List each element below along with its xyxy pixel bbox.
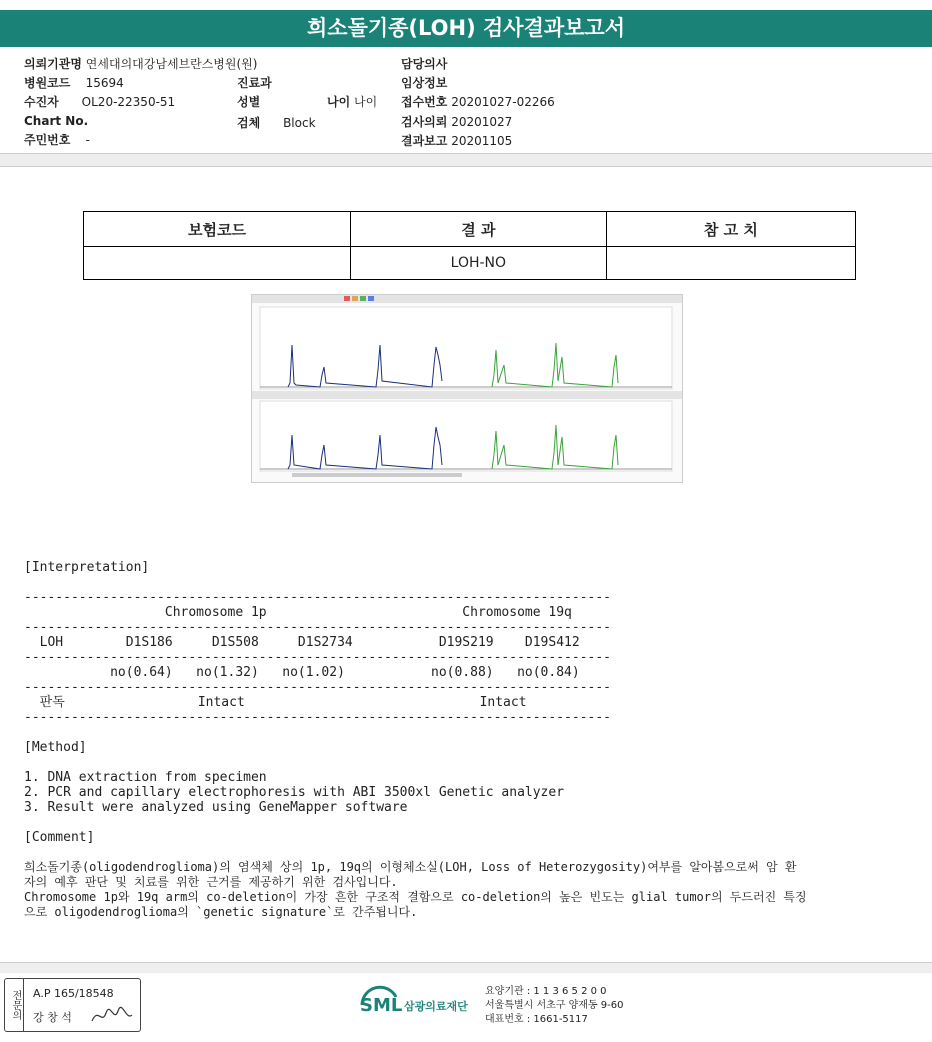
label: 결과보고 <box>401 134 448 148</box>
result-table <box>83 211 856 280</box>
comment-line: Chromosome 1p와 19q arm의 co-deletion이 가장 흔한 구조적 결함으로 co-deletion의 높은 빈도는 glial tumor의 두드러진 특징 <box>24 890 807 904</box>
value: 20201027 <box>451 115 513 129</box>
value: 연세대의대강남세브란스병원(원) <box>85 57 258 71</box>
method-heading: [Method] <box>24 740 87 755</box>
stamp-line2: 강 창 석 <box>33 1011 72 1024</box>
value: Block <box>283 116 316 130</box>
sml-logo <box>356 985 476 1025</box>
value: 20201105 <box>451 134 513 148</box>
specialist-stamp <box>4 978 141 1032</box>
info-line: 서울특별시 서초구 양재동 9-60 <box>485 1000 624 1011</box>
logo-mark: SML <box>360 995 403 1016</box>
signature-icon <box>90 1003 134 1027</box>
dash-line: --------------------------------------------------------------------------- <box>24 590 611 605</box>
comment-line: 희소돌기종(oligodendroglioma)의 염색체 상의 1p, 19q의 이형체소실(LOH, Loss of Heterozygosity)여부를 알아봄으로써 암 환 <box>24 860 797 874</box>
cell-reference <box>606 247 855 280</box>
method-line: 1. DNA extraction from specimen <box>24 770 267 785</box>
dash-line: --------------------------------------------------------------------------- <box>24 680 611 695</box>
info-line: 대표번호 : 1661-5117 <box>485 1014 588 1025</box>
age-value: 나이 <box>354 95 378 109</box>
label: 주민번호 <box>24 133 71 147</box>
interpretation-heading: [Interpretation] <box>24 560 150 575</box>
label: 진료과 <box>237 76 272 90</box>
dash-line: --------------------------------------------------------------------------- <box>24 650 611 665</box>
comment-heading: [Comment] <box>24 830 95 845</box>
age-label: 나이 <box>327 95 351 109</box>
label: Chart No. <box>24 114 89 128</box>
comment-line: 자의 예후 판단 및 치료를 위한 근거를 제공하기 위한 검사입니다. <box>24 875 398 889</box>
cell-insurance-code <box>84 247 351 280</box>
dash-line: --------------------------------------------------------------------------- <box>24 710 611 725</box>
label: 검사의뢰 <box>401 115 448 129</box>
judgement-row: 판독 Intact Intact <box>24 695 527 710</box>
col-result: 결 과 <box>350 212 606 247</box>
marker-row: LOH D1S186 D1S508 D1S2734 D19S219 D19S412 <box>24 635 580 650</box>
label: 수진자 <box>24 95 59 109</box>
comment-line: 으로 oligodendroglioma의 `genetic signature`로 간주됩니다. <box>24 905 418 919</box>
logo-name: 삼광의료재단 <box>404 1000 468 1013</box>
dash-line: --------------------------------------------------------------------------- <box>24 620 611 635</box>
header-age <box>327 93 377 112</box>
value: OL20-22350-51 <box>81 95 176 109</box>
label: 임상정보 <box>401 76 448 90</box>
col-reference: 참 고 치 <box>606 212 855 247</box>
method-line: 2. PCR and capillary electrophoresis with ABI 3500xl Genetic analyzer <box>24 785 565 800</box>
footer-info <box>485 985 624 1027</box>
header-right <box>401 55 555 151</box>
label: 담당의사 <box>401 57 448 71</box>
footer-divider <box>0 962 932 973</box>
cell-result: LOH-NO <box>350 247 606 280</box>
header-divider <box>0 153 932 167</box>
label: 병원코드 <box>24 76 71 90</box>
label: 접수번호 <box>401 95 448 109</box>
info-line: 요양기관 : 1 1 3 6 5 2 0 0 <box>485 986 607 997</box>
label: 성별 <box>237 95 261 109</box>
method-line: 3. Result were analyzed using GeneMapper software <box>24 800 408 815</box>
report-title: 희소돌기종(LOH) 검사결과보고서 <box>0 10 932 47</box>
header-middle <box>237 74 316 133</box>
value-row: no(0.64) no(1.32) no(1.02) no(0.88) no(0.84) <box>24 665 580 680</box>
chromosome-header: Chromosome 1p Chromosome 19q <box>24 605 572 620</box>
value: - <box>85 133 90 147</box>
label: 검체 <box>237 116 261 130</box>
stamp-line1: A.P 165/18548 <box>33 987 114 1000</box>
header-left <box>24 55 257 150</box>
value: 15694 <box>85 76 124 90</box>
value: 20201027-02266 <box>451 95 555 109</box>
col-insurance-code: 보험코드 <box>84 212 351 247</box>
label: 의뢰기관명 <box>24 57 82 71</box>
stamp-side-label: 전문의 <box>5 979 24 1031</box>
electropherogram-image <box>251 294 683 483</box>
